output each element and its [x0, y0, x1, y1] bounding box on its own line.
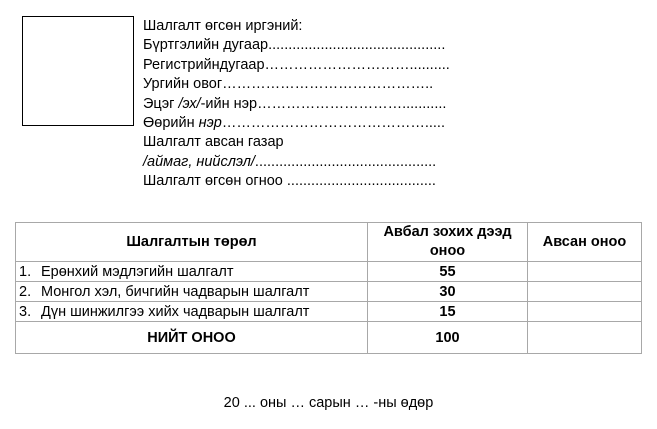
total-row	[16, 322, 642, 354]
total-received-score[interactable]	[528, 322, 642, 354]
father-italic: /эх/	[178, 95, 201, 112]
own-rest: …………………………………….....	[221, 114, 445, 131]
exam-place-field[interactable]	[143, 153, 503, 172]
received-score-cell[interactable]	[528, 302, 642, 322]
scores-table	[15, 222, 642, 354]
row-number: 3.	[19, 303, 32, 320]
received-score-cell[interactable]	[528, 282, 642, 302]
table-row	[16, 262, 642, 282]
exam-name: Дүн шинжилгээ хийх чадварын шалгалт	[41, 303, 310, 320]
exam-name: Ерөнхий мэдлэгийн шалгалт	[41, 263, 234, 280]
exam-name: Монгол хэл, бичгийн чадварын шалгалт	[41, 283, 310, 300]
row-number: 2.	[19, 283, 32, 300]
own-label: Өөрийн	[143, 114, 199, 131]
photo-placeholder	[22, 16, 134, 126]
row-number: 1.	[19, 263, 32, 280]
father-name-field[interactable]	[143, 95, 503, 114]
given-name-field[interactable]	[143, 114, 503, 133]
father-label: Эцэг	[143, 95, 179, 112]
received-score-cell[interactable]	[528, 262, 642, 282]
header-received-score: Авсан оноо	[528, 223, 642, 262]
exam-name-cell	[16, 282, 368, 302]
total-label: НИЙТ ОНОО	[16, 322, 368, 354]
own-italic: нэр	[198, 114, 222, 131]
table-header-row	[16, 223, 642, 262]
table-row	[16, 282, 642, 302]
examinee-info	[143, 17, 503, 192]
max-score-cell: 30	[368, 282, 528, 302]
place-italic: /аймаг, нийслэл/	[143, 153, 255, 170]
max-score-cell: 55	[368, 262, 528, 282]
place-rest: .............................................	[254, 153, 437, 170]
exam-date-field[interactable]: Шалгалт өгсөн огноо .....................................	[143, 173, 436, 190]
exam-name-cell	[16, 302, 368, 322]
header-exam-type: Шалгалтын төрөл	[16, 223, 368, 262]
max-score-cell: 15	[368, 302, 528, 322]
father-rest: -ийн нэр…………………………...........	[200, 95, 447, 112]
registration-number-field[interactable]: Бүртгэлийн дугаар............................................	[143, 37, 446, 54]
total-max-score: 100	[368, 322, 528, 354]
examinee-heading: Шалгалт өгсөн иргэний:	[143, 18, 303, 34]
surname-field[interactable]: Ургийн овог……………………………………..	[143, 76, 434, 93]
signature-date-line: 20 ... оны … сарын … -ны өдөр	[223, 395, 434, 411]
table-row	[16, 302, 642, 322]
header-max-score: Авбал зохих дээд оноо	[368, 223, 528, 262]
exam-name-cell	[16, 262, 368, 282]
exam-place-label: Шалгалт авсан газар	[143, 134, 284, 151]
register-number-field[interactable]: Регистрийндугаар…………………………..........	[143, 56, 450, 73]
